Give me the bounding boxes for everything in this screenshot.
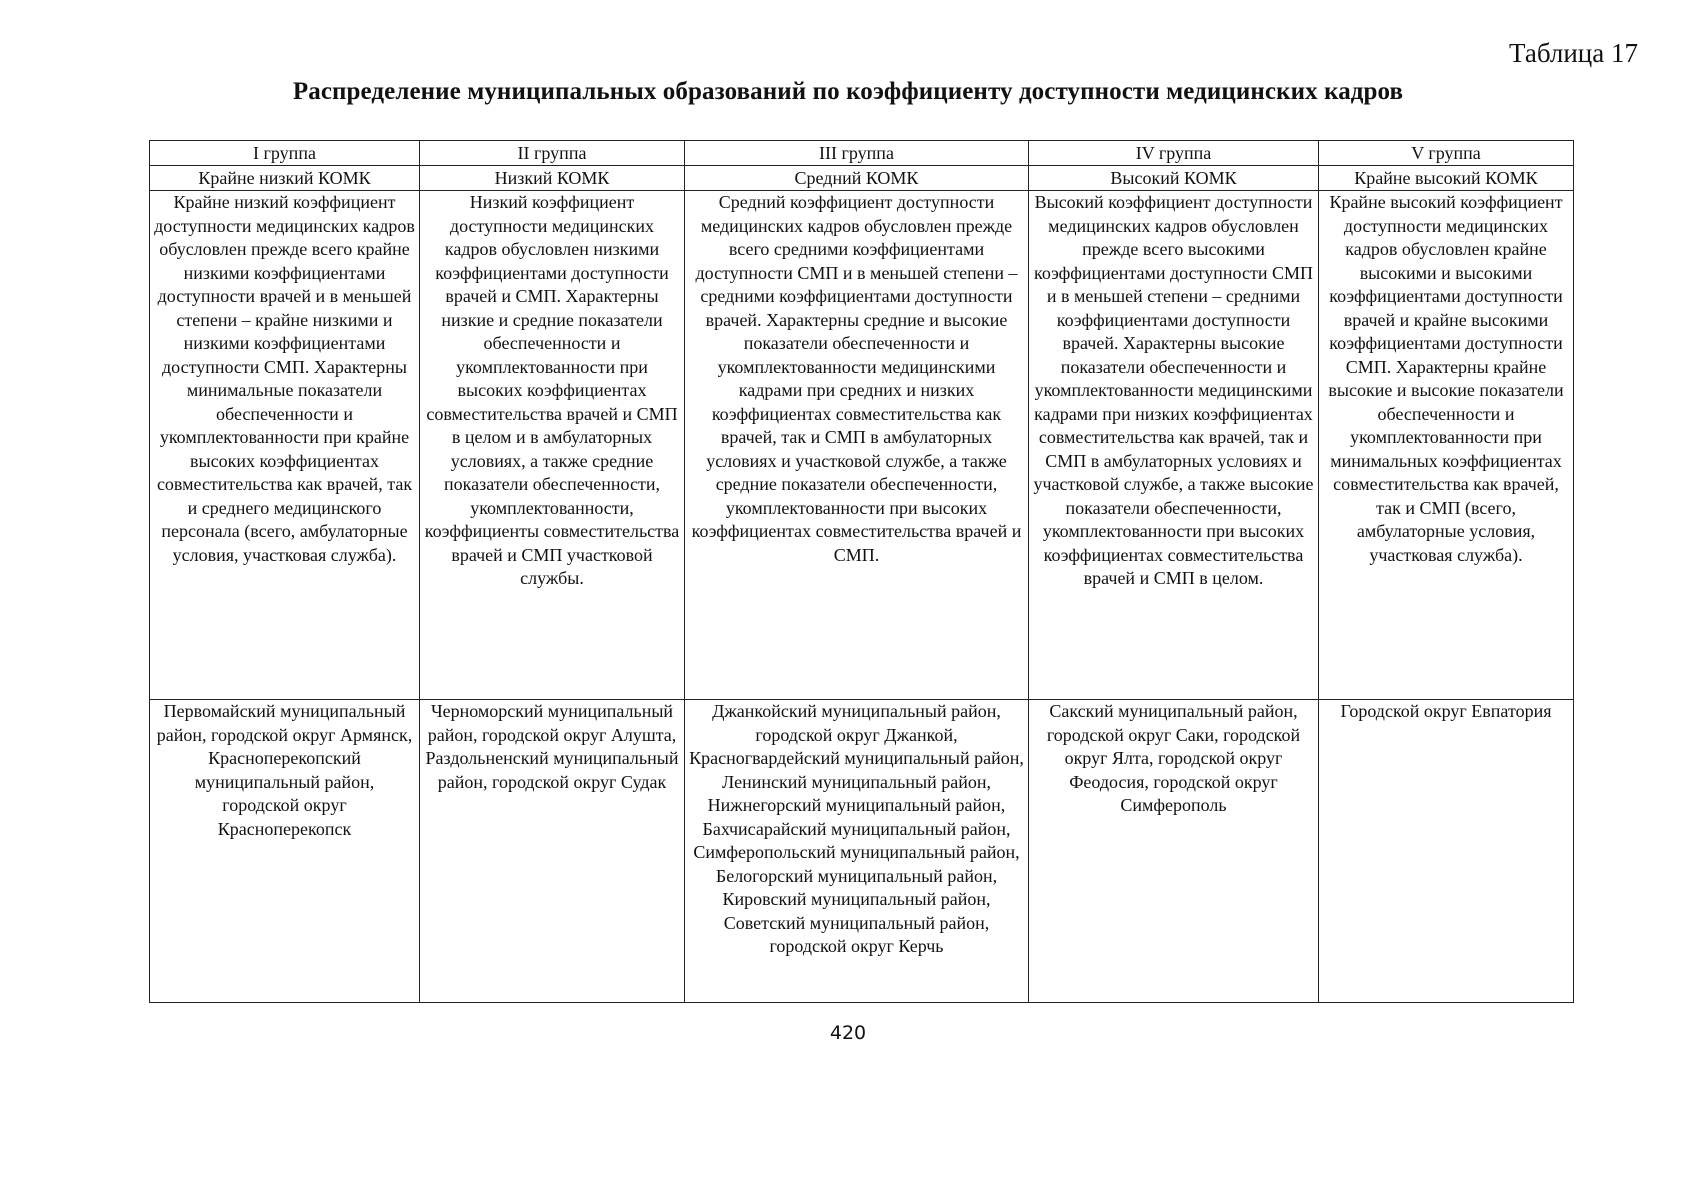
group-name-row <box>150 141 1574 166</box>
page-number: 420 <box>829 1022 867 1044</box>
group-2-municipalities: Черноморский муниципальный район, городской округ Алушта, Раздольненский муниципальный район, городской округ Судак <box>420 700 685 1003</box>
group-5-level: Крайне высокий КОМК <box>1319 166 1574 191</box>
distribution-table <box>149 140 1574 1003</box>
municipalities-row <box>150 700 1574 1003</box>
group-1-municipalities: Первомайский муниципальный район, городской округ Армянск, Красноперекопский муниципальный район, городской округ Красноперекопск <box>150 700 420 1003</box>
group-2-name: II группа <box>420 141 685 166</box>
group-1-description: Крайне низкий коэффициент доступности медицинских кадров обусловлен прежде всего крайне низкими коэффициентами доступности врачей и в меньшей степени – крайне низкими и низкими коэффициентами доступности СМП. Характерны минимальные показатели обеспеченности и укомплектованности при крайне высоких коэффициентах совместительства как врачей, так и среднего медицинского персонала (всего, амбулаторные условия, участковая служба). <box>150 191 420 700</box>
group-1-name: I группа <box>150 141 420 166</box>
table-label: Таблица 17 <box>1509 38 1638 68</box>
group-3-name: III группа <box>685 141 1029 166</box>
group-level-row <box>150 166 1574 191</box>
group-1-level: Крайне низкий КОМК <box>150 166 420 191</box>
group-2-level: Низкий КОМК <box>420 166 685 191</box>
document-title: Распределение муниципальных образований по коэффициенту доступности медицинских кадров <box>292 78 1404 105</box>
group-2-description: Низкий коэффициент доступности медицинских кадров обусловлен низкими коэффициентами доступности врачей и СМП. Характерны низкие и средние показатели обеспеченности и укомплектованности при высоких коэффициентах совместительства врачей и СМП в целом и в амбулаторных условиях, а также средние показатели обеспеченности, укомплектованности, коэффициенты совместительства врачей и СМП участковой службы. <box>420 191 685 700</box>
group-3-level: Средний КОМК <box>685 166 1029 191</box>
group-3-description: Средний коэффициент доступности медицинских кадров обусловлен прежде всего средними коэффициентами доступности СМП и в меньшей степени – средними коэффициентами доступности врачей. Характерны средние и высокие показатели обеспеченности и укомплектованности медицинскими кадрами при средних и низких коэффициентах совместительства как врачей, так и СМП в амбулаторных условиях и участковой службе, а также средние показатели обеспеченности, укомплектованности при высоких коэффициентах совместительства врачей и СМП. <box>685 191 1029 700</box>
group-3-municipalities: Джанкойский муниципальный район, городской округ Джанкой, Красногвардейский муниципальный район, Ленинский муниципальный район, Нижнегорский муниципальный район, Бахчисарайский муниципальный район, Симферопольский муниципальный район, Белогорский муниципальный район, Кировский муниципальный район, Советский муниципальный район, городской округ Керчь <box>685 700 1029 1003</box>
group-4-description: Высокий коэффициент доступности медицинских кадров обусловлен прежде всего высокими коэффициентами доступности СМП и в меньшей степени – средними коэффициентами доступности врачей. Характерны высокие показатели обеспеченности и укомплектованности медицинскими кадрами при низких коэффициентах совместительства как врачей, так и СМП в амбулаторных условиях и участковой службе, а также высокие показатели обеспеченности, укомплектованности при высоких коэффициентах совместительства врачей и СМП в целом. <box>1029 191 1319 700</box>
group-4-name: IV группа <box>1029 141 1319 166</box>
description-row <box>150 191 1574 700</box>
group-4-municipalities: Сакский муниципальный район, городской округ Саки, городской округ Ялта, городской округ Феодосия, городской округ Симферополь <box>1029 700 1319 1003</box>
group-5-description: Крайне высокий коэффициент доступности медицинских кадров обусловлен крайне высокими и высокими коэффициентами доступности врачей и крайне высокими коэффициентами доступности СМП. Характерны крайне высокие и высокие показатели обеспеченности и укомплектованности при минимальных коэффициентах совместительства как врачей, так и СМП (всего, амбулаторные условия, участковая служба). <box>1319 191 1574 700</box>
group-4-level: Высокий КОМК <box>1029 166 1319 191</box>
group-5-municipalities: Городской округ Евпатория <box>1319 700 1574 1003</box>
group-5-name: V группа <box>1319 141 1574 166</box>
